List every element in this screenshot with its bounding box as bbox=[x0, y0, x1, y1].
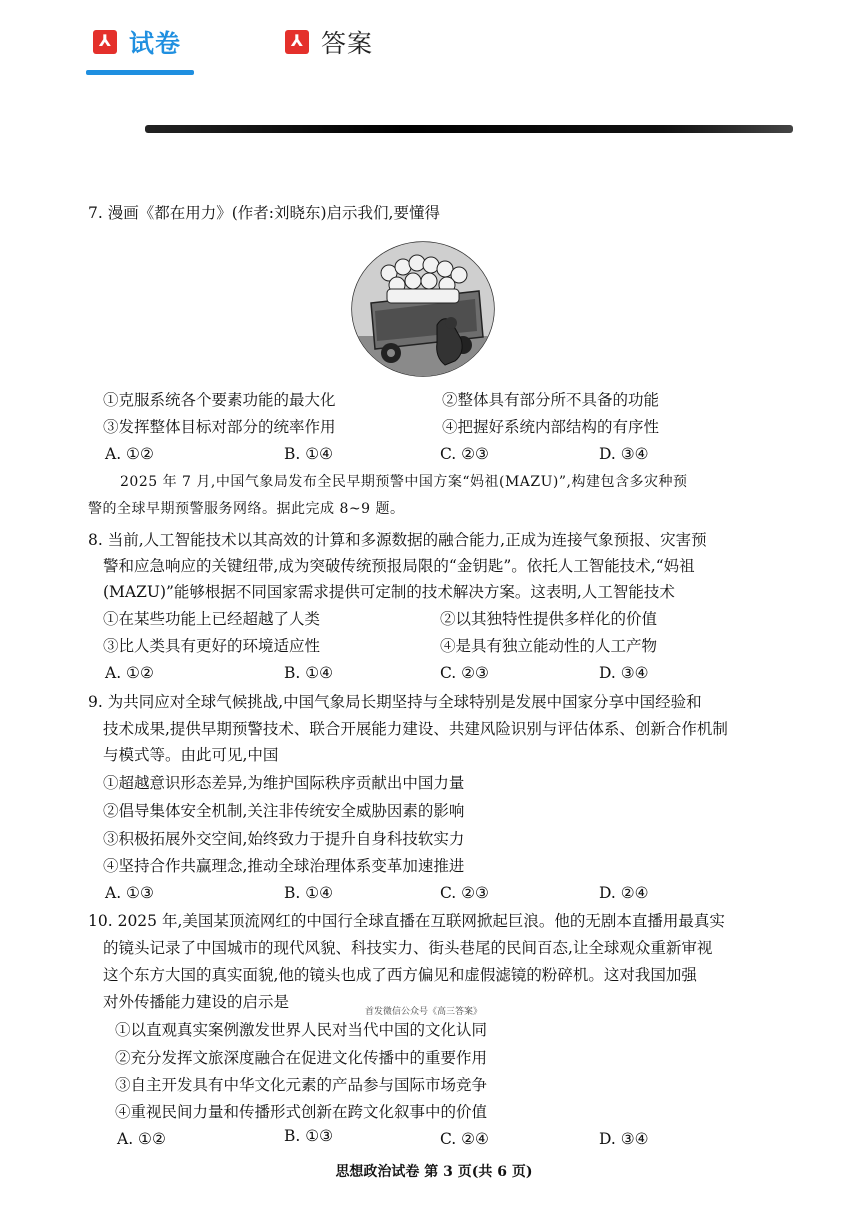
question-9-stem-line1: 9. 为共同应对全球气候挑战,中国气象局长期坚持与全球特别是发展中国家分享中国经验和 bbox=[88, 693, 702, 711]
q8-choice-b: B. ①④ bbox=[284, 664, 334, 682]
q10-choice-c: C. ②④ bbox=[440, 1130, 489, 1148]
q9-choice-d: D. ②④ bbox=[599, 884, 649, 902]
q9-option-4: ④坚持合作共赢理念,推动全球治理体系变革加速推进 bbox=[103, 857, 465, 875]
question-8-stem-line2: 警和应急响应的关键纽带,成为突破传统预报局限的“金钥匙”。依托人工智能技术,“妈祖 bbox=[103, 557, 695, 575]
q7-option-3: ③发挥整体目标对部分的统率作用 bbox=[103, 418, 336, 436]
q9-choice-a: A. ①③ bbox=[105, 884, 154, 902]
q7-choice-c: C. ②③ bbox=[440, 445, 489, 463]
q9-option-3: ③积极拓展外交空间,始终致力于提升自身科技软实力 bbox=[103, 830, 465, 848]
q10-option-4: ④重视民间力量和传播形式创新在跨文化叙事中的价值 bbox=[115, 1103, 488, 1121]
watermark-text: 首发微信公众号《高三答案》 bbox=[365, 1007, 483, 1017]
cartoon-image bbox=[351, 241, 495, 377]
q7-option-4: ④把握好系统内部结构的有序性 bbox=[442, 418, 660, 436]
question-10-stem-line1: 10. 2025 年,美国某顶流网红的中国行全球直播在互联网掀起巨浪。他的无剧本直播用最真实 bbox=[88, 912, 725, 930]
q8-choice-c: C. ②③ bbox=[440, 664, 489, 682]
question-10-stem-line2: 的镜头记录了中国城市的现代风貌、科技实力、街头巷尾的民间百态,让全球观众重新审视 bbox=[103, 939, 713, 957]
q8-option-2: ②以其独特性提供多样化的价值 bbox=[440, 610, 658, 628]
tab-label: 答案 bbox=[321, 29, 374, 58]
q7-choice-d: D. ③④ bbox=[599, 445, 649, 463]
q10-choice-d: D. ③④ bbox=[599, 1130, 649, 1148]
q8-option-4: ④是具有独立能动性的人工产物 bbox=[440, 637, 658, 655]
q8-choice-a: A. ①② bbox=[105, 664, 154, 682]
q9-option-2: ②倡导集体安全机制,关注非传统安全威胁因素的影响 bbox=[103, 802, 465, 820]
q10-choice-b: B. ①③ bbox=[284, 1127, 334, 1145]
q9-choice-b: B. ①④ bbox=[284, 884, 334, 902]
question-9-stem-line3: 与模式等。由此可见,中国 bbox=[103, 746, 279, 764]
q8-choice-d: D. ③④ bbox=[599, 664, 649, 682]
q8-option-1: ①在某些功能上已经超越了人类 bbox=[103, 610, 321, 628]
question-7-stem: 7. 漫画《都在用力》(作者:刘晓东)启示我们,要懂得 bbox=[88, 204, 440, 222]
page-footer: 思想政治试卷 第 3 页(共 6 页) bbox=[335, 1164, 533, 1180]
question-9-stem-line2: 技术成果,提供早期预警技术、联合开展能力建设、共建风险识别与评估体系、创新合作机制 bbox=[103, 720, 728, 738]
q7-option-1: ①克服系统各个要素功能的最大化 bbox=[103, 391, 336, 409]
q7-choice-a: A. ①② bbox=[105, 445, 154, 463]
question-10-stem-line3: 这个东方大国的真实面貌,他的镜头也成了西方偏见和虚假滤镜的粉碎机。这对我国加强 bbox=[103, 966, 697, 984]
q10-option-2: ②充分发挥文旅深度融合在促进文化传播中的重要作用 bbox=[115, 1049, 488, 1067]
q10-option-3: ③自主开发具有中华文化元素的产品参与国际市场竞争 bbox=[115, 1076, 488, 1094]
q7-choice-b: B. ①④ bbox=[284, 445, 334, 463]
q10-option-1: ①以直观真实案例激发世界人民对当代中国的文化认同 bbox=[115, 1021, 488, 1039]
tab-label: 试卷 bbox=[129, 29, 182, 58]
lead-paragraph-line1: 2025 年 7 月,中国气象局发布全民早期预警中国方案“妈祖(MAZU)”,构建包含多灾种预 bbox=[120, 474, 688, 490]
q9-choice-c: C. ②③ bbox=[440, 884, 489, 902]
q10-choice-a: A. ①② bbox=[117, 1130, 166, 1148]
q9-option-1: ①超越意识形态差异,为维护国际秩序贡献出中国力量 bbox=[103, 774, 465, 792]
question-10-stem-line4: 对外传播能力建设的启示是 bbox=[103, 993, 290, 1011]
q7-option-2: ②整体具有部分所不具备的功能 bbox=[442, 391, 660, 409]
question-8-stem-line3: (MAZU)”能够根据不同国家需求提供可定制的技术解决方案。这表明,人工智能技术 bbox=[103, 583, 675, 601]
question-8-stem-line1: 8. 当前,人工智能技术以其高效的计算和多源数据的融合能力,正成为连接气象预报、灾害预 bbox=[88, 531, 707, 549]
q8-option-3: ③比人类具有更好的环境适应性 bbox=[103, 637, 321, 655]
lead-paragraph-line2: 警的全球早期预警服务网络。据此完成 8~9 题。 bbox=[88, 501, 405, 517]
